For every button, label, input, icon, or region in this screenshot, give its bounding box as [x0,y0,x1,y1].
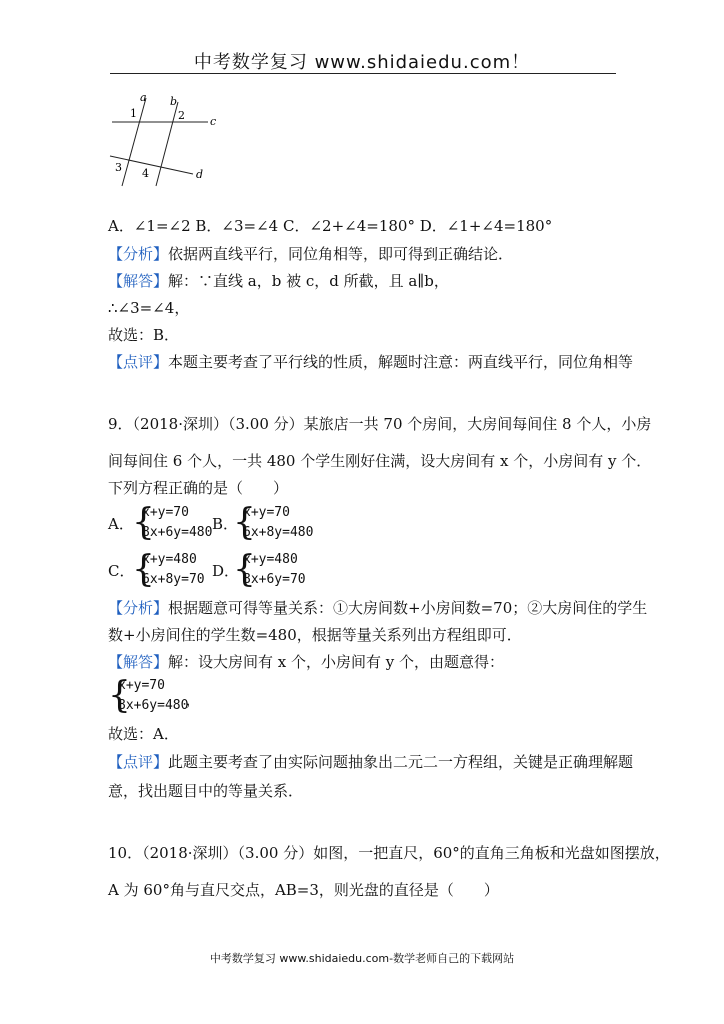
q9-answer-eq1: x+y=70 [118,678,165,693]
q8-answer-text: 解：∵直线 a，b 被 c，d 所截，且 a∥b， [168,272,449,290]
label-d: d [196,168,204,181]
angle-label-2: 2 [178,109,185,122]
q8-analysis [108,244,513,264]
q9-answer-eq2: 8x+6y=480 [118,698,189,713]
q8-options: A．∠1=∠2 B．∠3=∠4 C．∠2+∠4=180° D．∠1+∠4=180° [108,217,553,235]
q9-optD-system: { x+y=480 8x+6y=70 [233,549,306,590]
analysis-tag: 【分析】 [108,245,169,263]
q9-optD-eq2: 8x+6y=70 [243,572,306,587]
q9-optB-eq1: x+y=70 [243,505,290,520]
comment-tag: 【点评】 [108,753,169,771]
q9-analysis-line2: 数+小房间住的学生数=480，根据等量关系列出方程组即可． [108,626,522,644]
q9-analysis-line1 [108,598,647,618]
label-a: a [140,91,147,104]
q8-answer [108,271,449,291]
q9-answer-text: 解：设大房间有 x 个，小房间有 y 个，由题意得： [168,653,505,671]
header-rule [110,73,616,74]
analysis-tag: 【分析】 [108,599,169,617]
q9-optB-eq2: 6x+8y=480 [243,525,314,540]
q9-answer-comma: ， [186,694,200,709]
q9-optB-system: { x+y=70 6x+8y=480 [233,502,314,543]
page-header-title: 中考数学复习 www.shidaiedu.com！ [193,52,531,73]
q8-analysis-text: 依据两直线平行，同位角相等，即可得到正确结论． [168,245,514,263]
label-b: b [170,95,178,108]
q9-choice: 故选：A． [108,725,179,743]
q8-comment [108,352,633,372]
q9-comment-line2: 意，找出题目中的等量关系． [108,782,304,800]
q9-comment-text1: 此题主要考查了由实际问题抽象出二元二一方程组，关键是正确理解题 [168,753,634,771]
comment-tag: 【点评】 [108,353,169,371]
q9-answer-system: { x+y=70 8x+6y=480 ， [108,675,200,716]
answer-tag: 【解答】 [108,272,169,290]
q9-optC-eq1: x+y=480 [142,552,197,567]
q9-comment-line1 [108,752,633,772]
q9-optC-label: C． [108,562,135,580]
q9-analysis-text1: 根据题意可得等量关系：①大房间数+小房间数=70；②大房间住的学生 [168,599,648,617]
q9-optC-system: { x+y=480 6x+8y=70 [132,549,205,590]
q9-stem-line1: 9．（2018·深圳）（3.00 分）某旅店一共 70 个房间，大房间每间住 8 个人，小房 [108,415,652,433]
angle-label-4: 4 [142,167,149,180]
q9-optC-eq2: 6x+8y=70 [142,572,205,587]
q9-answer [108,652,504,672]
parallel-lines-figure [108,90,218,190]
q9-optA-system: { x+y=70 8x+6y=480 [132,502,213,543]
label-c: c [210,115,217,128]
q9-optA-eq1: x+y=70 [142,505,189,520]
q9-stem-line3: 下列方程正确的是（ ） [108,479,289,497]
q10-stem-line1: 10．（2018·深圳）（3.00 分）如图，一把直尺，60°的直角三角板和光盘如图摆放， [108,844,670,862]
angle-label-3: 3 [115,161,122,174]
q9-optA-eq2: 8x+6y=480 [142,525,213,540]
page-footer: 中考数学复习 www.shidaiedu.com-数学老师自己的下载网站 [209,952,515,965]
q9-optD-eq1: x+y=480 [243,552,298,567]
q8-comment-text: 本题主要考查了平行线的性质，解题时注意：两直线平行，同位角相等 [168,353,634,371]
angle-label-1: 1 [130,107,137,120]
q8-step: ∴∠3=∠4， [108,299,190,317]
q9-optA-label: A． [108,515,134,533]
answer-tag: 【解答】 [108,653,169,671]
q9-optB-label: B． [212,515,239,533]
q8-choice: 故选：B． [108,326,180,344]
q9-stem-line2: 间每间住 6 个人，一共 480 个学生刚好住满，设大房间有 x 个，小房间有 y 个． [108,452,652,470]
q10-stem-line2: A 为 60°角与直尺交点，AB=3，则光盘的直径是（ ） [108,881,499,899]
q9-optD-label: D． [212,562,240,580]
